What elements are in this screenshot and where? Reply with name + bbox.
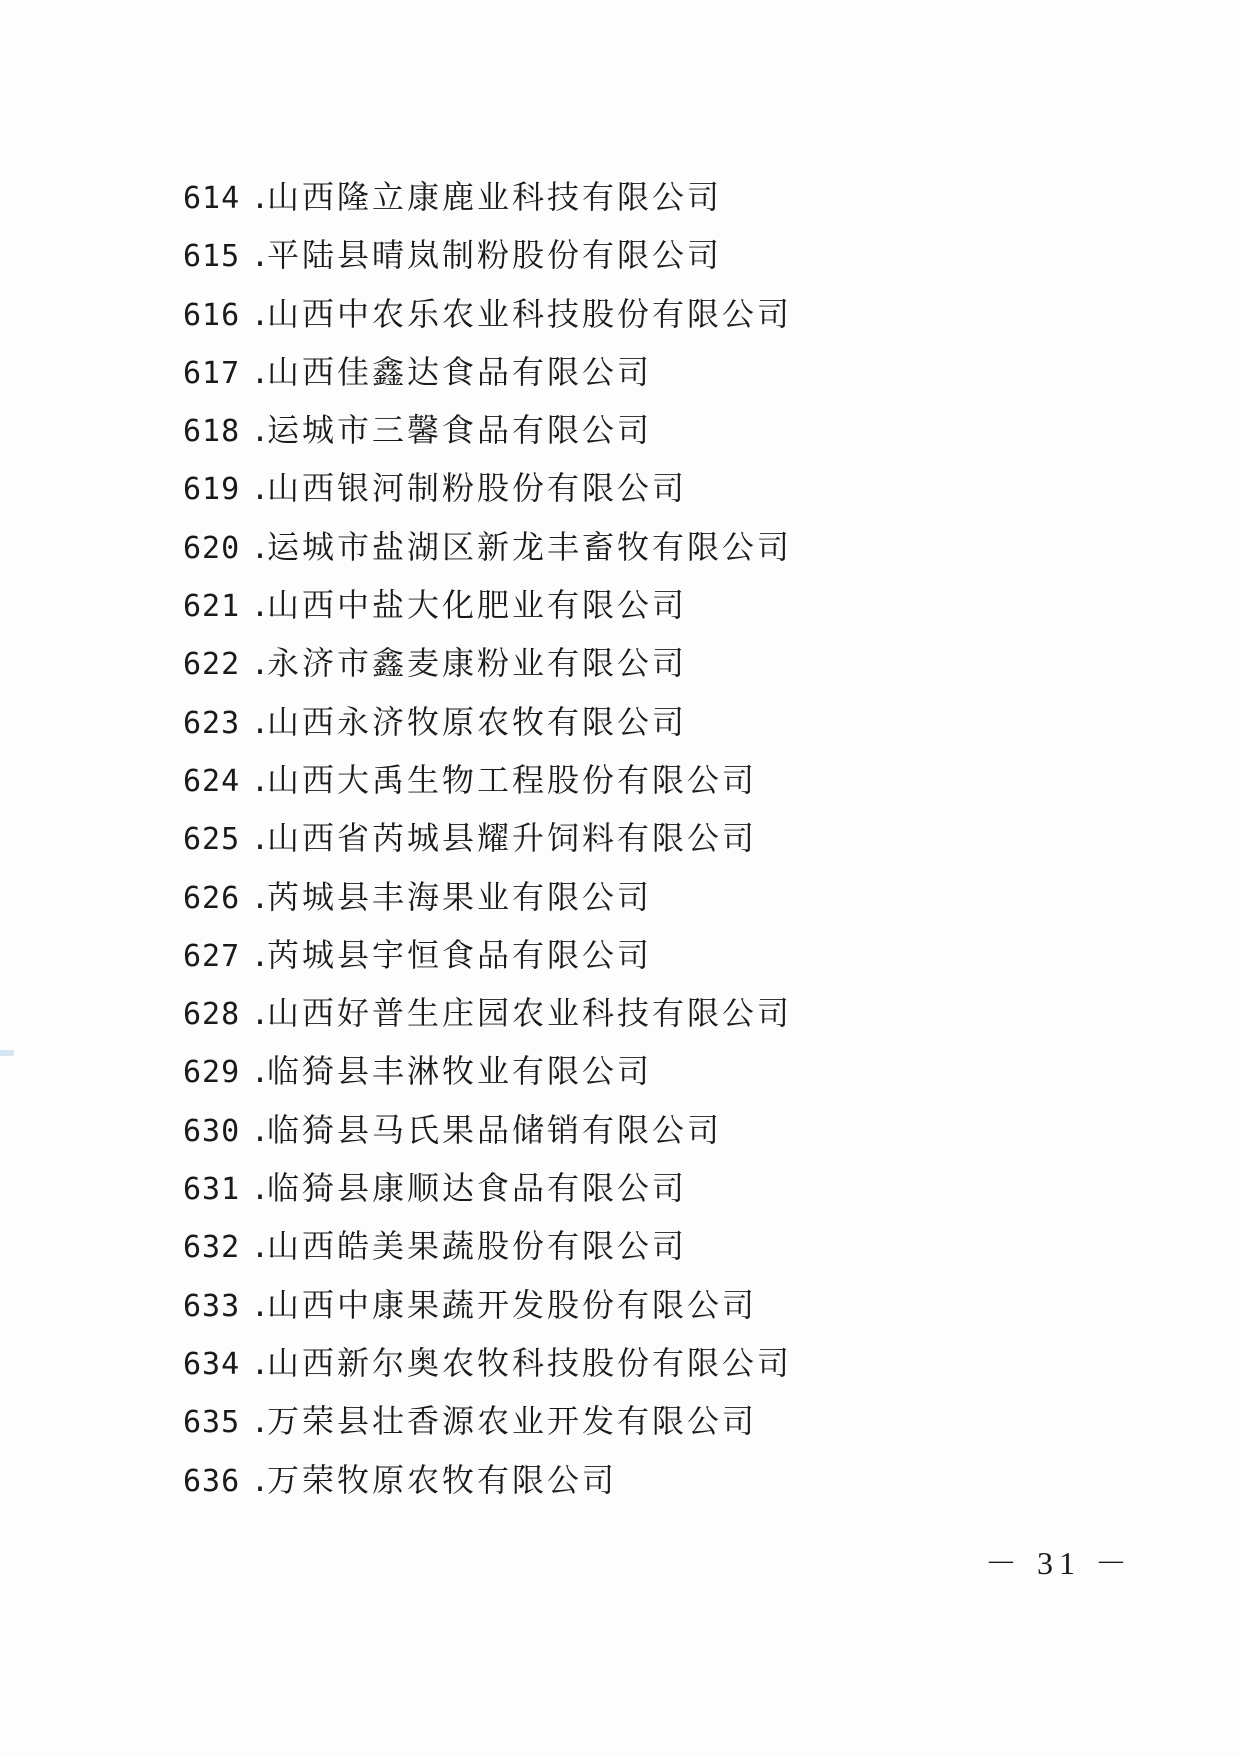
company-name: 山西皓美果蔬股份有限公司 (267, 1227, 688, 1266)
item-separator: . (251, 705, 273, 741)
company-list (183, 168, 792, 1509)
list-item (183, 1276, 792, 1334)
company-name: 临猗县康顺达食品有限公司 (267, 1169, 688, 1208)
company-name: 山西银河制粉股份有限公司 (267, 469, 688, 508)
company-name: 运城市盐湖区新龙丰畜牧有限公司 (267, 527, 793, 566)
item-separator: . (251, 1113, 273, 1149)
item-separator: . (251, 1288, 273, 1324)
item-number: 615 (183, 239, 241, 275)
item-number: 622 (183, 647, 241, 683)
company-name: 山西中康果蔬开发股份有限公司 (267, 1285, 758, 1324)
item-number: 632 (183, 1230, 241, 1266)
item-separator: . (251, 647, 273, 683)
item-number: 629 (183, 1055, 241, 1091)
item-number: 621 (183, 589, 241, 625)
list-item (183, 1101, 792, 1159)
list-item (183, 401, 792, 459)
list-item (183, 1217, 792, 1275)
item-number: 617 (183, 355, 241, 391)
item-number: 630 (183, 1113, 241, 1149)
page-number: － 31 － (985, 1545, 1134, 1581)
list-item (183, 343, 792, 401)
company-name: 万荣牧原农牧有限公司 (267, 1460, 618, 1499)
company-name: 山西永济牧原农牧有限公司 (267, 702, 688, 741)
company-name: 山西好普生庄园农业科技有限公司 (267, 994, 793, 1033)
list-item (183, 693, 792, 751)
list-item (183, 634, 792, 692)
item-separator: . (251, 822, 273, 858)
item-separator: . (251, 997, 273, 1033)
item-separator: . (251, 414, 273, 450)
company-name: 运城市三馨食品有限公司 (267, 411, 653, 450)
item-separator: . (251, 938, 273, 974)
item-number: 624 (183, 763, 241, 799)
company-name: 山西省芮城县耀升饲料有限公司 (267, 819, 758, 858)
item-separator: . (251, 181, 273, 216)
list-item (183, 1159, 792, 1217)
list-item (183, 226, 792, 284)
item-number: 616 (183, 297, 241, 333)
list-item (183, 809, 792, 867)
item-number: 633 (183, 1288, 241, 1324)
list-item (183, 576, 792, 634)
list-item (183, 459, 792, 517)
company-name: 山西中盐大化肥业有限公司 (267, 586, 688, 625)
item-separator: . (251, 1463, 273, 1499)
item-separator: . (251, 1172, 273, 1208)
item-separator: . (251, 297, 273, 333)
list-item (183, 518, 792, 576)
company-name: 山西隆立康鹿业科技有限公司 (267, 178, 723, 216)
item-number: 634 (183, 1346, 241, 1382)
list-item (183, 926, 792, 984)
item-separator: . (251, 1230, 273, 1266)
company-name: 山西大禹生物工程股份有限公司 (267, 760, 758, 799)
item-separator: . (251, 530, 273, 566)
company-name: 山西中农乐农业科技股份有限公司 (267, 294, 793, 333)
item-number: 631 (183, 1172, 241, 1208)
item-separator: . (251, 763, 273, 799)
item-separator: . (251, 472, 273, 508)
item-number: 627 (183, 938, 241, 974)
list-item (183, 1451, 792, 1509)
company-name: 芮城县丰海果业有限公司 (267, 877, 653, 916)
item-number: 636 (183, 1463, 241, 1499)
company-name: 平陆县晴岚制粉股份有限公司 (267, 236, 723, 275)
company-name: 山西佳鑫达食品有限公司 (267, 352, 653, 391)
item-number: 620 (183, 530, 241, 566)
item-separator: . (251, 239, 273, 275)
item-number: 619 (183, 472, 241, 508)
item-number: 614 (183, 181, 241, 216)
list-item (183, 1042, 792, 1100)
item-number: 635 (183, 1405, 241, 1441)
list-item (183, 1392, 792, 1450)
item-separator: . (251, 355, 273, 391)
scan-artifact (0, 1050, 14, 1056)
list-item (183, 751, 792, 809)
item-number: 626 (183, 880, 241, 916)
list-item (183, 868, 792, 926)
list-item (183, 1334, 792, 1392)
item-number: 618 (183, 414, 241, 450)
list-item (183, 984, 792, 1042)
item-number: 623 (183, 705, 241, 741)
item-separator: . (251, 1346, 273, 1382)
item-separator: . (251, 1405, 273, 1441)
item-separator: . (251, 880, 273, 916)
company-name: 临猗县丰淋牧业有限公司 (267, 1052, 653, 1091)
item-separator: . (251, 589, 273, 625)
company-name: 临猗县马氏果品储销有限公司 (267, 1110, 723, 1149)
company-name: 山西新尔奥农牧科技股份有限公司 (267, 1343, 793, 1382)
company-name: 芮城县宇恒食品有限公司 (267, 935, 653, 974)
company-name: 永济市鑫麦康粉业有限公司 (267, 644, 688, 683)
list-item (183, 168, 792, 226)
item-number: 625 (183, 822, 241, 858)
item-number: 628 (183, 997, 241, 1033)
item-separator: . (251, 1055, 273, 1091)
company-name: 万荣县壮香源农业开发有限公司 (267, 1402, 758, 1441)
list-item (183, 285, 792, 343)
